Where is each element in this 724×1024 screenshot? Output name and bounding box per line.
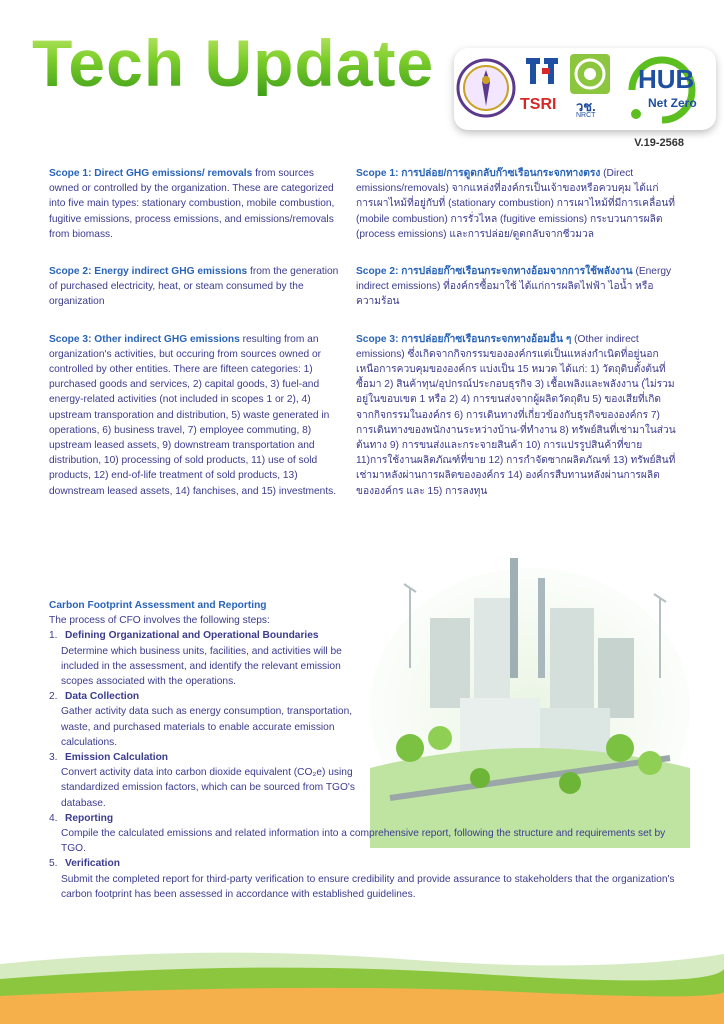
cfo-step bbox=[49, 856, 691, 902]
scope3-heading: Scope 3: Other indirect GHG emissions bbox=[49, 333, 240, 345]
step-description: Submit the completed report for third-party verification to ensure credibility and provide assurance to stakeholders that the organization's carbon footprint has been assessed in accordance with established guidelines. bbox=[61, 873, 675, 900]
tsri-label: TSRI bbox=[520, 96, 557, 113]
thai-scope2-text: (Energy indirect emissions) ที่องค์กรซื้อมาใช้ ได้แก่การผลิตไฟฟ้า ไอน้ำ หรือความร้อน bbox=[356, 266, 672, 308]
english-column bbox=[49, 166, 345, 521]
step-description: Gather activity data such as energy consumption, transportation, waste, and purchased materials to enable accurate emission calculations. bbox=[61, 706, 353, 748]
step-number: 1. bbox=[49, 630, 58, 642]
nrct-thai-label: วช. bbox=[576, 99, 596, 114]
thai-seal-logo bbox=[456, 58, 516, 118]
step-heading: Reporting bbox=[65, 812, 114, 824]
tsri-mark-icon bbox=[522, 56, 562, 90]
cfo-section bbox=[49, 598, 689, 902]
step-description: Convert activity data into carbon dioxide equivalent (CO₂e) using standardized emission factors, which can be sourced from TGO's database. bbox=[61, 767, 355, 809]
step-number: 4. bbox=[49, 812, 58, 824]
cfo-step bbox=[49, 628, 361, 689]
scope2-text: from the generation of purchased electricity, heat, or steam consumed by the organization bbox=[49, 266, 339, 308]
scope3-text: resulting from an organization's activities, but occuring from sources owned or controlled by other entities. There are fifteen categories: 1) purchased goods and services, 2) capital goods, 3) fuel-and energy-related activities (not included in scopes 1 or 2), 4) upstream transporation and distribution, 5) waste generated in operations, 6) business travel, 7) employee commuting, 8) upstream leased assets, 9) downstream transportation and distribution, 10) processing of sold products, 11) use of sold products, 12) end-of-life treatment of sold products, 13) downstream leased assets, 14) fanchises, and 15) investments. bbox=[49, 333, 337, 497]
step-heading: Emission Calculation bbox=[65, 752, 169, 764]
thai-scope3-paragraph bbox=[356, 332, 676, 499]
thai-column bbox=[356, 166, 676, 521]
scope3-paragraph bbox=[49, 332, 345, 499]
hub-sub-label: Net Zero bbox=[648, 96, 697, 110]
footer-hills bbox=[0, 934, 724, 1024]
scope1-heading: Scope 1: Direct GHG emissions/ removals bbox=[49, 168, 253, 179]
cfo-heading: Carbon Footprint Assessment and Reporting bbox=[49, 600, 267, 611]
scope1-text: from sources owned or controlled by the organization. These are categorized into five main types: stationary combustion, mobile combustion, fugitive emissions, process emissions, and emissions/removals from biomass. bbox=[49, 168, 335, 240]
cfo-step bbox=[49, 689, 361, 750]
thai-scope2-paragraph bbox=[356, 264, 676, 310]
cfo-step bbox=[49, 750, 361, 811]
thai-scope3-text: (Other indirect emissions) ซึ่งเกิดจากกิจกรรมขององค์กรแต่เป็นแหล่งกำเนิดที่อยู่นอกเหนือการควบคุมขององค์กร แบ่งเป็น 15 หมวด ได้แก่: 1) วัตถุดิบตั้งต้นที่ซื้อมา 2) สินค้าทุน/อุปกรณ์ประกอบธุรกิจ 3) เชื้อเพลิงและพลังงาน (ไม่รวมอยู่ในขอบเขต 1 หรือ 2) 4) การขนส่งจากผู้ผลิตวัตถุดิบ 5) ของเสียที่เกิดจากกิจกรรมในองค์กร 6) การเดินทางที่เกี่ยวข้องกับธุรกิจขององค์กร 7) การเดินทางของพนักงานระหว่างบ้าน-ที่ทำงาน 8) ทรัพย์สินที่เช่ามาในส่วนต้นทาง 9) การขนส่งและกระจายสินค้า 10) การแปรรูปสินค้าที่ขาย 11)การใช้งานผลิตภัณฑ์ที่ขาย 12) การกำจัดซากผลิตภัณฑ์ 13) ทรัพย์สินที่เช่ามาหลังผ่านการผลิตขององค์กร 14) องค์กรสืบทานหลังผ่านการผลิตขององค์กร และ 15) การลงทุน bbox=[356, 333, 676, 497]
step-heading: Verification bbox=[65, 858, 120, 870]
hub-net-zero-logo bbox=[618, 54, 714, 126]
thai-scope1-heading: Scope 1: การปล่อย/การดูดกลับก๊าซเรือนกระจกทางตรง bbox=[356, 168, 601, 179]
step-number: 5. bbox=[49, 858, 58, 870]
page-title: Tech Update bbox=[32, 26, 435, 100]
version-label: V.19-2568 bbox=[634, 137, 684, 149]
thai-scope2-heading: Scope 2: การปล่อยก๊าซเรือนกระจกทางอ้อมจากการใช้พลังงาน bbox=[356, 266, 633, 278]
scope2-paragraph bbox=[49, 264, 345, 310]
tsri-logo bbox=[520, 56, 566, 122]
step-number: 3. bbox=[49, 752, 58, 764]
scope2-heading: Scope 2: Energy indirect GHG emissions bbox=[49, 266, 248, 278]
cfo-intro: The process of CFO involves the following steps: bbox=[49, 615, 270, 627]
thai-scope3-heading: Scope 3: การปล่อยก๊าซเรือนกระจกทางอ้อมอื่น ๆ bbox=[356, 333, 572, 345]
step-number: 2. bbox=[49, 691, 58, 703]
step-heading: Data Collection bbox=[65, 691, 140, 703]
nrct-wheel-icon bbox=[570, 54, 610, 94]
cfo-step bbox=[49, 811, 673, 857]
thai-scope1-text: (Direct emissions/removals) จากแหล่งที่องค์กรเป็นเจ้าของหรือควบคุม ได้แก่ การเผาไหม้ที่อยู่กับที่ (stationary combustion) การเผาไหม้ที่มีการเคลื่อนที่ (mobile combustion) การรั่วไหล (fugitive emissions) กระบวนการผลิต (process emissions) และการปล่อย/ดูดกลับจากชีวมวล bbox=[356, 168, 675, 240]
step-description: Determine which business units, facilities, and activities will be included in the assessment, and identify the relevant emission scopes associated with the operations. bbox=[61, 645, 342, 688]
scope1-paragraph bbox=[49, 166, 345, 242]
step-description: Compile the calculated emissions and related information into a comprehensive report, following the structure and requirements set by TGO. bbox=[61, 828, 666, 855]
thai-scope1-paragraph bbox=[356, 166, 676, 242]
nrct-logo bbox=[570, 54, 614, 124]
nrct-sub-label: NRCT bbox=[576, 112, 596, 119]
logo-bar bbox=[454, 48, 716, 130]
hub-label: HUB bbox=[638, 64, 695, 94]
step-heading: Defining Organizational and Operational Boundaries bbox=[65, 630, 319, 642]
